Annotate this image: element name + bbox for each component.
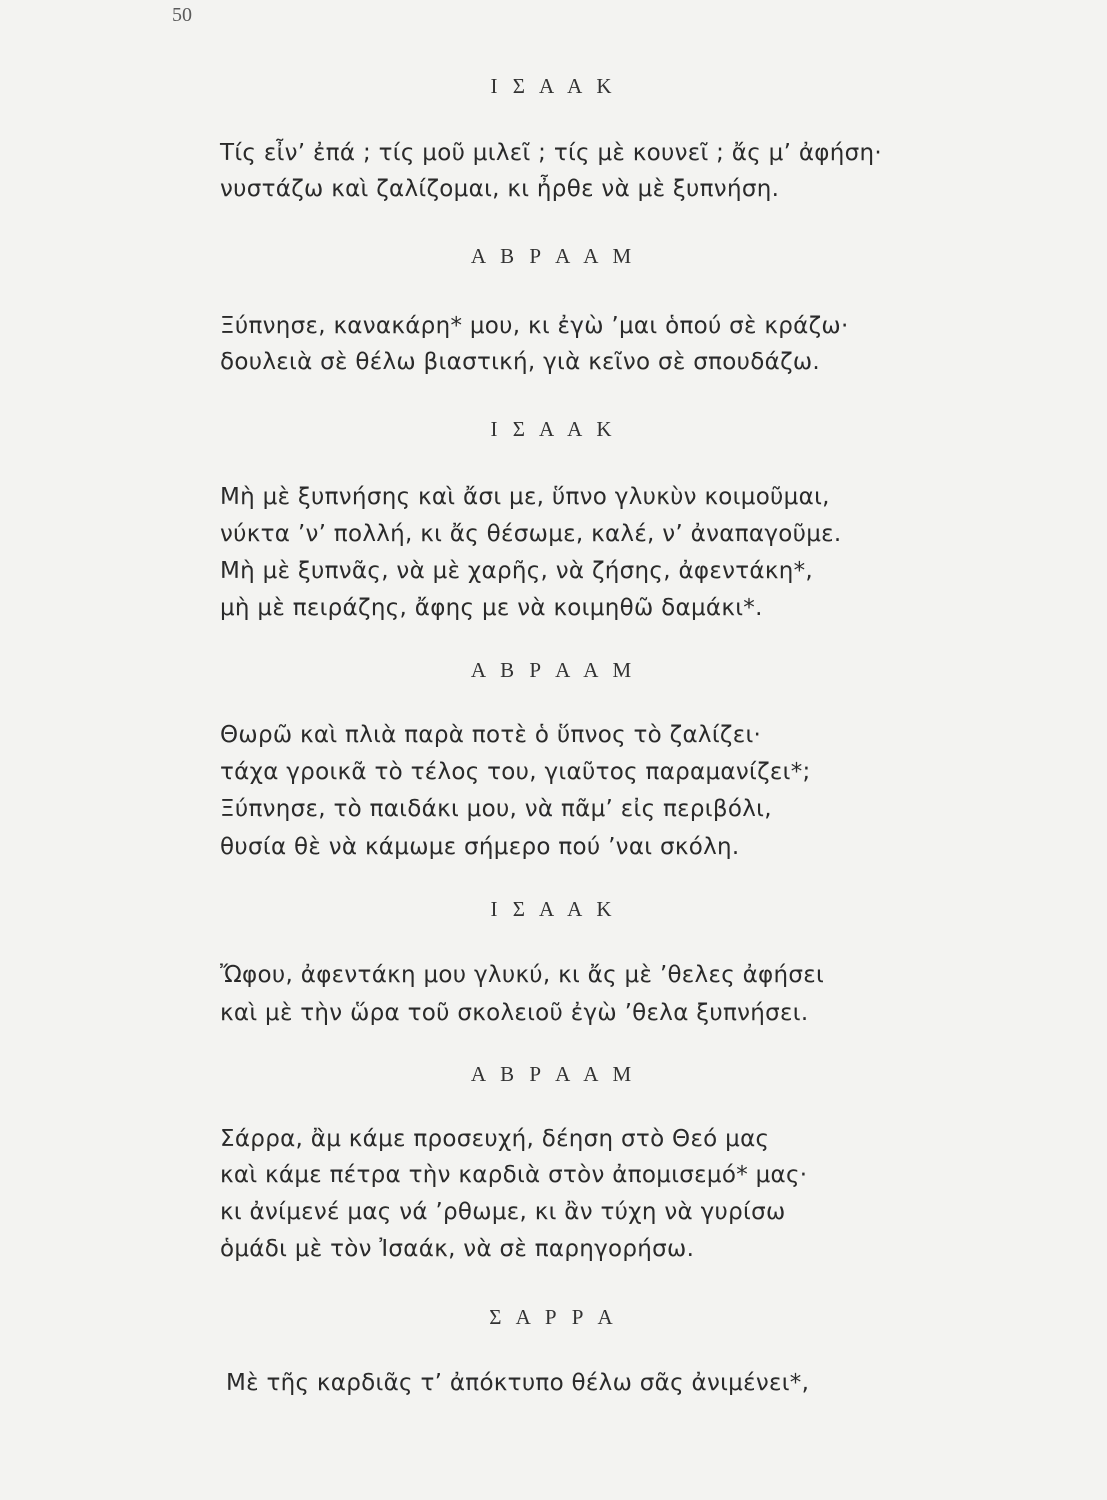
- verse-line: Μὴ μὲ ξυπνᾶς, νὰ μὲ χαρῆς, νὰ ζήσης, ἀφεντάκη*,: [220, 558, 814, 584]
- verse-line: θυσία θὲ νὰ κάμωμε σήμερο πού ’ναι σκόλη.: [220, 834, 740, 860]
- page-number: 50: [172, 4, 192, 26]
- speaker-heading: Σ Α Ρ Ρ Α: [489, 1305, 618, 1329]
- verse-line: Ὤφου, ἀφεντάκη μου γλυκύ, κι ἄς μὲ ’θελες ἀφήσει: [220, 962, 825, 988]
- speaker-heading: Ι Σ Α Α Κ: [490, 74, 617, 98]
- verse-line: μὴ μὲ πειράζης, ἄφης με νὰ κοιμηθῶ δαμάκι*.: [220, 595, 763, 621]
- speaker-heading: Α Β Ρ Α Α Μ: [470, 244, 637, 268]
- speaker-heading: Α Β Ρ Α Α Μ: [470, 658, 637, 682]
- verse-line: κι ἀνίμενέ μας νά ’ρθωμε, κι ἂν τύχη νὰ γυρίσω: [220, 1199, 786, 1225]
- verse-line: Θωρῶ καὶ πλιὰ παρὰ ποτὲ ὁ ὕπνος τὸ ζαλίζει·: [220, 722, 762, 748]
- verse-line: Τίς εἶν’ ἐπά ; τίς μοῦ μιλεῖ ; τίς μὲ κουνεῖ ; ἄς μ’ ἀφήση·: [220, 140, 883, 166]
- verse-line: τάχα γροικᾶ τὸ τέλος του, γιαῦτος παραμανίζει*;: [220, 759, 811, 785]
- verse-line: Ξύπνησε, κανακάρη* μου, κι ἐγὼ ’μαι ὁπού σὲ κράζω·: [220, 313, 849, 339]
- verse-line: νύκτα ’ν’ πολλή, κι ἄς θέσωμε, καλέ, ν’ ἀναπαγοῦμε.: [220, 521, 842, 547]
- verse-line: Μὴ μὲ ξυπνήσης καὶ ἄσι με, ὕπνο γλυκὺν κοιμοῦμαι,: [220, 484, 830, 510]
- verse-line: Ξύπνησε, τὸ παιδάκι μου, νὰ πᾶμ’ εἰς περιβόλι,: [220, 796, 772, 822]
- speaker-heading: Α Β Ρ Α Α Μ: [470, 1062, 637, 1086]
- verse-line: Σάρρα, ἂμ κάμε προσευχή, δέηση στὸ Θεό μας: [220, 1126, 770, 1152]
- verse-line: Μὲ τῆς καρδιᾶς τ’ ἀπόκτυπο θέλω σᾶς ἀνιμένει*,: [226, 1370, 810, 1396]
- speaker-heading: Ι Σ Α Α Κ: [490, 417, 617, 441]
- verse-line: δουλειὰ σὲ θέλω βιαστική, γιὰ κεῖνο σὲ σπουδάζω.: [220, 349, 821, 375]
- verse-line: νυστάζω καὶ ζαλίζομαι, κι ἦρθε νὰ μὲ ξυπνήση.: [220, 176, 780, 202]
- verse-line: καὶ μὲ τὴν ὥρα τοῦ σκολειοῦ ἐγὼ ’θελα ξυπνήσει.: [220, 1000, 809, 1026]
- verse-line: ὁμάδι μὲ τὸν Ἰσαάκ, νὰ σὲ παρηγορήσω.: [220, 1236, 695, 1262]
- verse-line: καὶ κάμε πέτρα τὴν καρδιὰ στὸν ἀπομισεμό* μας·: [220, 1162, 808, 1188]
- speaker-heading: Ι Σ Α Α Κ: [490, 897, 617, 921]
